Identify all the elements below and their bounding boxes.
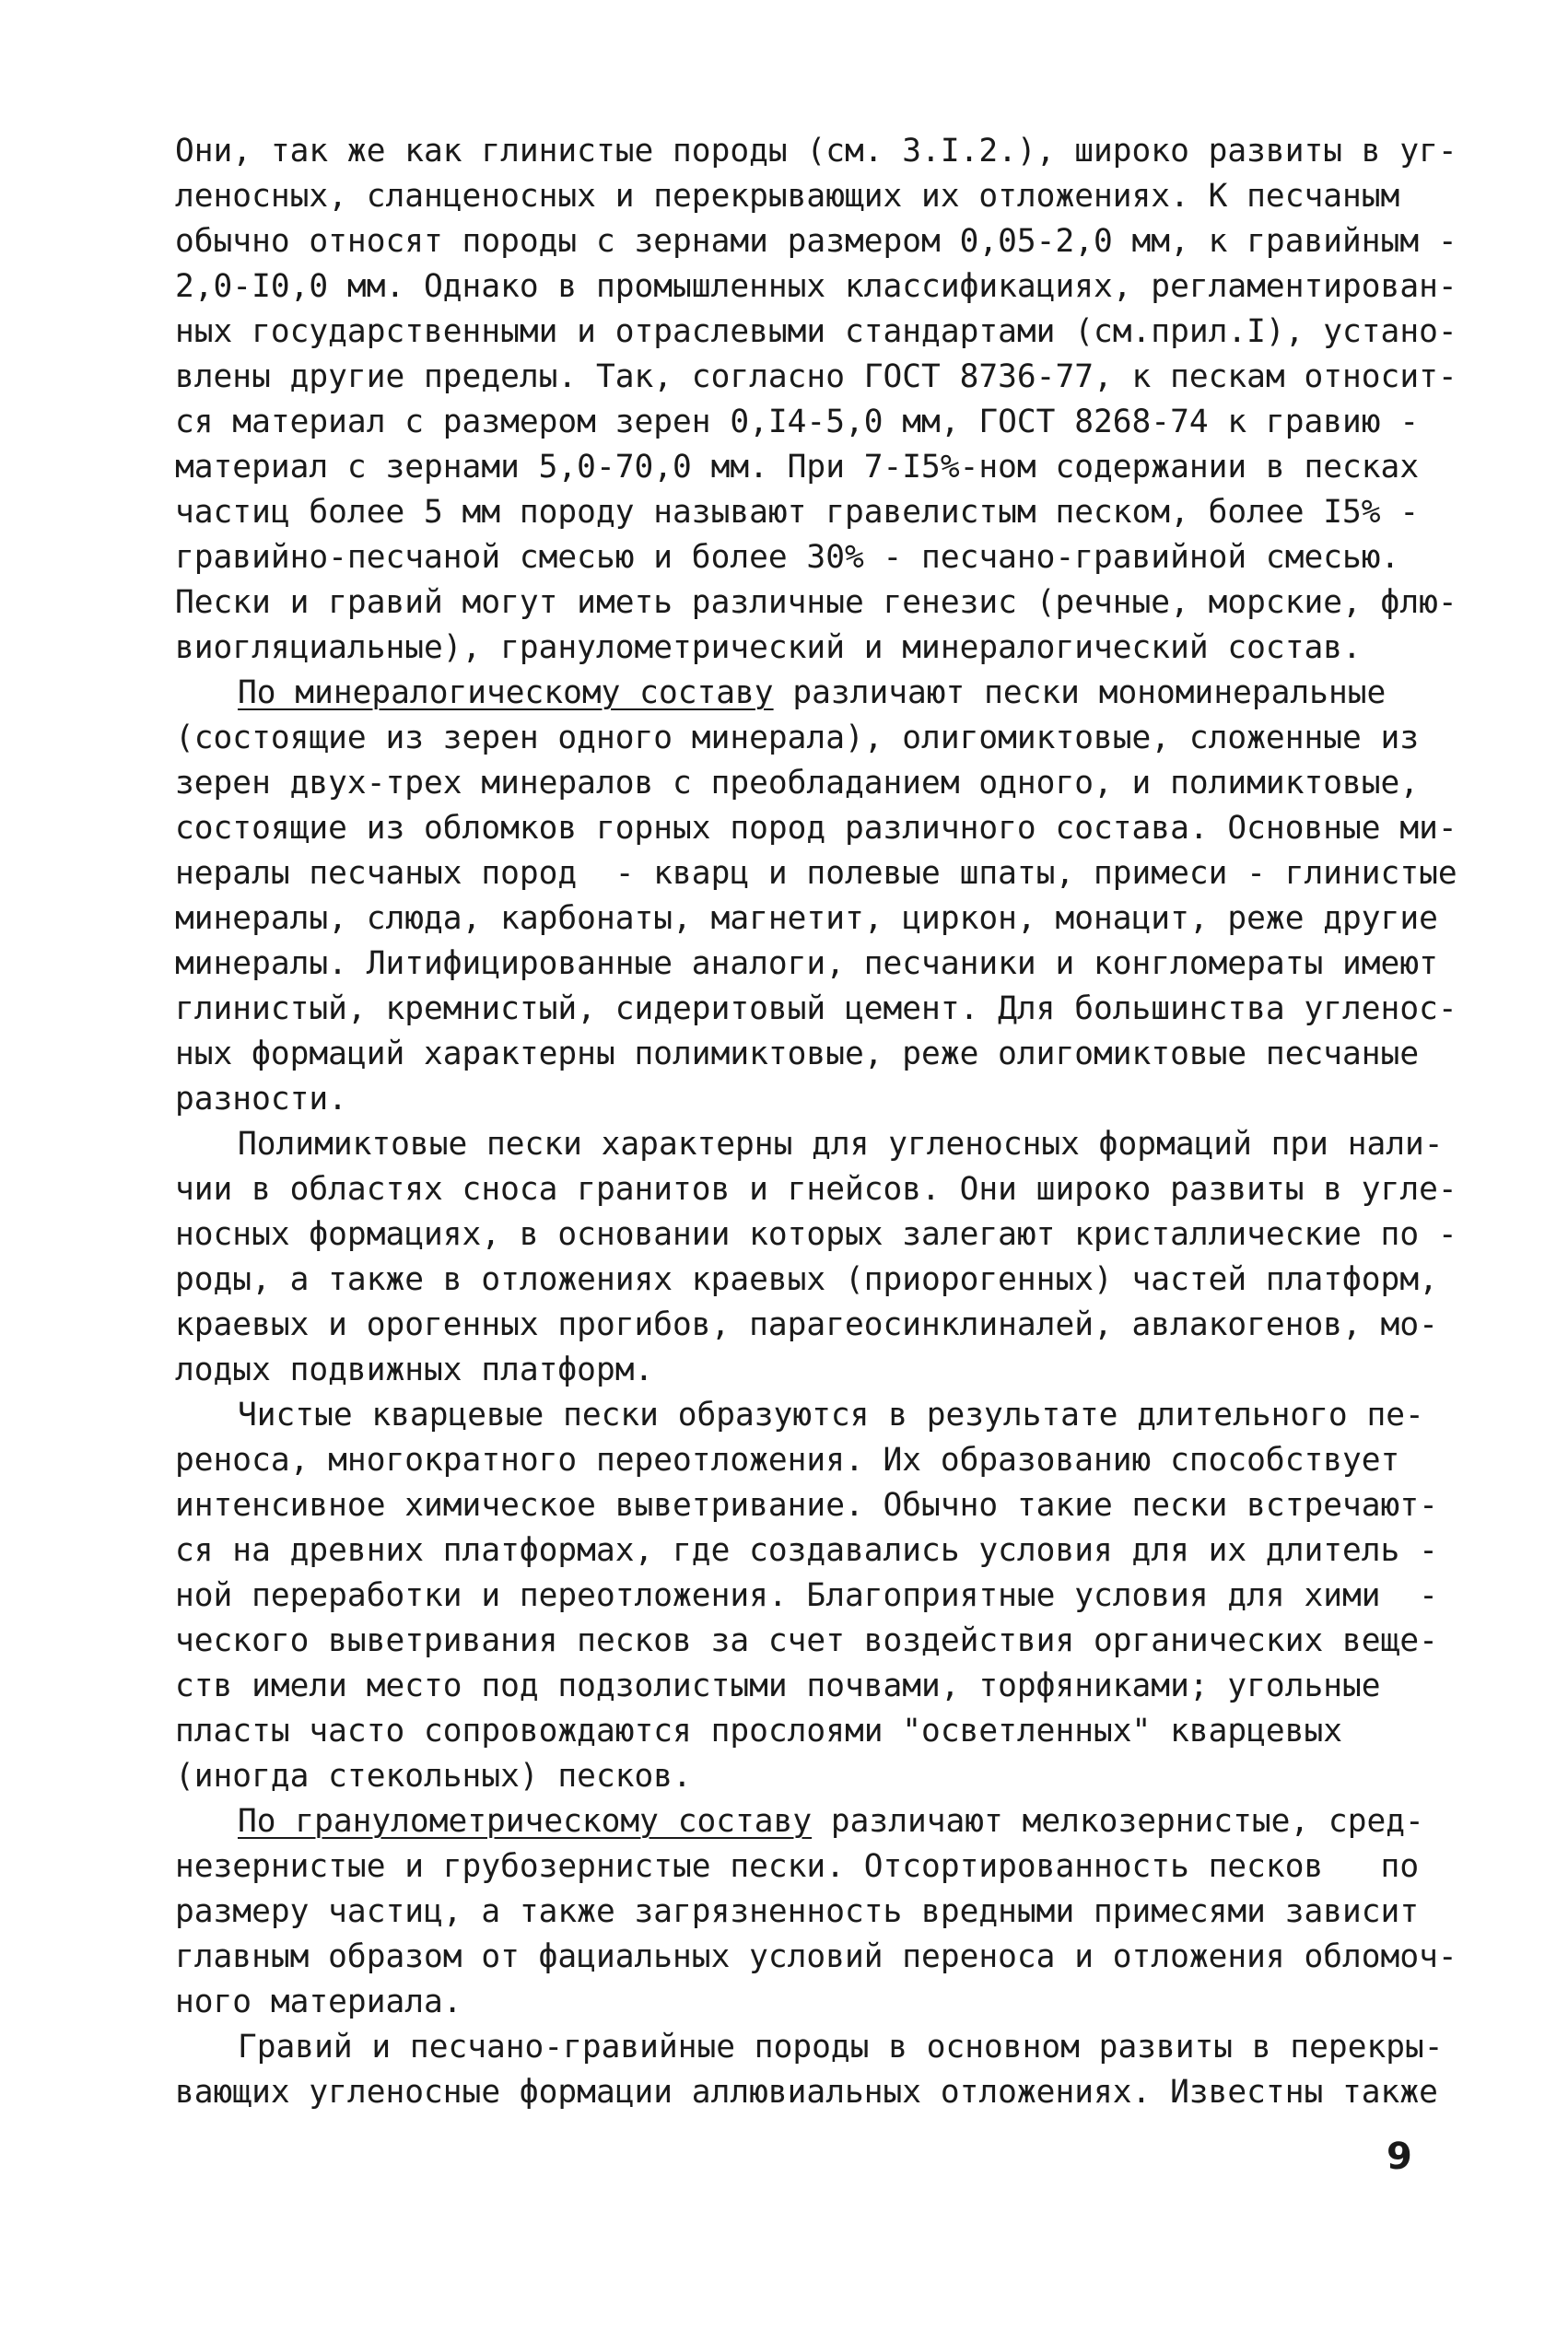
text-line: влены другие пределы. Так, согласно ГОСТ 8736-77, к пескам относит- bbox=[175, 358, 1457, 395]
section-heading-granulometric: По гранулометрическому составу bbox=[238, 1803, 813, 1840]
text-line: 2,0-I0,0 мм. Однако в промышленных классификациях, регламентирован- bbox=[175, 268, 1457, 305]
text-line: материал с зернами 5,0-70,0 мм. При 7-I5%-ном содержании в песках bbox=[175, 449, 1420, 486]
paragraph-first-line bbox=[175, 671, 1400, 716]
text-line: пласты часто сопровождаются прослоями "осветленных" кварцевых bbox=[175, 1713, 1343, 1750]
text-line: размеру частиц, а также загрязненность вредными примесями зависит bbox=[175, 1893, 1420, 1930]
text-line: минералы, слюда, карбонаты, магнетит, циркон, монацит, реже другие bbox=[175, 900, 1438, 937]
text-line: нералы песчаных пород - кварц и полевые шпаты, примеси - глинистые bbox=[175, 855, 1457, 892]
paragraph-2 bbox=[175, 671, 1457, 1122]
text-line: Они, так же как глинистые породы (см. 3.I.2.), широко развиты в уг- bbox=[175, 133, 1457, 170]
text-line: ной переработки и переотложения. Благоприятные условия для хими - bbox=[175, 1577, 1438, 1614]
text-line: вающих угленосные формации аллювиальных отложениях. Известны также bbox=[175, 2074, 1438, 2111]
text-line: леносных, сланценосных и перекрывающих их отложениях. К песчаным bbox=[175, 178, 1400, 215]
section-heading-mineralogical: По минералогическому составу bbox=[238, 674, 774, 711]
text-line: ся материал с размером зерен 0,I4-5,0 мм, ГОСТ 8268-74 к гравию - bbox=[175, 404, 1420, 440]
text-line: ческого выветривания песков за счет воздействия органических веще- bbox=[175, 1622, 1438, 1659]
text-line: ного материала. bbox=[175, 1984, 462, 2020]
paragraph-5 bbox=[175, 1799, 1457, 2025]
text-line: ств имели место под подзолистыми почвами, торфяниками; угольные bbox=[175, 1668, 1381, 1704]
text-line: минералы. Литифицированные аналоги, песчаники и конгломераты имеют bbox=[175, 945, 1438, 982]
paragraph-6 bbox=[175, 2025, 1444, 2115]
text-line: зерен двух-трех минералов с преобладанием одного, и полимиктовые, bbox=[175, 765, 1420, 802]
paragraph-first-line: Чистые кварцевые пески образуются в результате длительного пе- bbox=[238, 1397, 1424, 1434]
text-line: гравийно-песчаной смесью и более 30% - песчано-гравийной смесью. bbox=[175, 539, 1400, 576]
body-text bbox=[175, 129, 1457, 2115]
text-line: незернистые и грубозернистые пески. Отсортированность песков по bbox=[175, 1848, 1420, 1885]
text-line: лодых подвижных платформ. bbox=[175, 1352, 654, 1388]
paragraph-first-line: Гравий и песчано-гравийные породы в основном развиты в перекры- bbox=[238, 2029, 1444, 2066]
text-line: Пески и гравий могут иметь различные генезис (речные, морские, флю- bbox=[175, 584, 1457, 621]
text-line: краевых и орогенных прогибов, парагеосинклиналей, авлакогенов, мо- bbox=[175, 1306, 1438, 1343]
page-number: 9 bbox=[1387, 2136, 1412, 2178]
text-line: виогляциальные), гранулометрический и минералогический состав. bbox=[175, 629, 1362, 666]
text-line: носных формациях, в основании которых залегают кристаллические по - bbox=[175, 1216, 1457, 1253]
text-line: ных формаций характерны полимиктовые, реже олигомиктовые песчаные bbox=[175, 1036, 1420, 1072]
text-line: (иногда стекольных) песков. bbox=[175, 1758, 692, 1795]
paragraph-first-line bbox=[175, 1799, 1424, 1844]
paragraph-3 bbox=[175, 1122, 1457, 1393]
text-fragment: различают мелкозернистые, сред- bbox=[812, 1803, 1424, 1840]
paragraph-1 bbox=[175, 129, 1457, 671]
text-line: чии в областях сноса гранитов и гнейсов. Они широко развиты в угле- bbox=[175, 1171, 1457, 1208]
text-line: разности. bbox=[175, 1081, 347, 1118]
paragraph-4 bbox=[175, 1393, 1438, 1799]
text-line: состоящие из обломков горных пород различного состава. Основные ми- bbox=[175, 810, 1457, 847]
text-line: частиц более 5 мм породу называют гравелистым песком, более I5% - bbox=[175, 494, 1420, 531]
text-line: ся на древних платформах, где создавались условия для их длитель - bbox=[175, 1532, 1438, 1569]
text-line: (состоящие из зерен одного минерала), олигомиктовые, сложенные из bbox=[175, 720, 1420, 756]
text-line: интенсивное химическое выветривание. Обычно такие пески встречают- bbox=[175, 1487, 1438, 1524]
text-line: глинистый, кремнистый, сидеритовый цемент. Для большинства угленос- bbox=[175, 990, 1457, 1027]
paragraph-first-line: Полимиктовые пески характерны для угленосных формаций при нали- bbox=[238, 1126, 1444, 1163]
text-line: главным образом от фациальных условий переноса и отложения обломоч- bbox=[175, 1938, 1457, 1975]
text-line: обычно относят породы с зернами размером 0,05-2,0 мм, к гравийным - bbox=[175, 223, 1457, 260]
text-line: ных государственными и отраслевыми стандартами (см.прил.I), устано- bbox=[175, 313, 1457, 350]
text-line: реноса, многократного переотложения. Их образованию способствует bbox=[175, 1442, 1400, 1479]
text-line: роды, а также в отложениях краевых (приорогенных) частей платформ, bbox=[175, 1261, 1438, 1298]
text-fragment: различают пески мономинеральные bbox=[773, 674, 1387, 711]
